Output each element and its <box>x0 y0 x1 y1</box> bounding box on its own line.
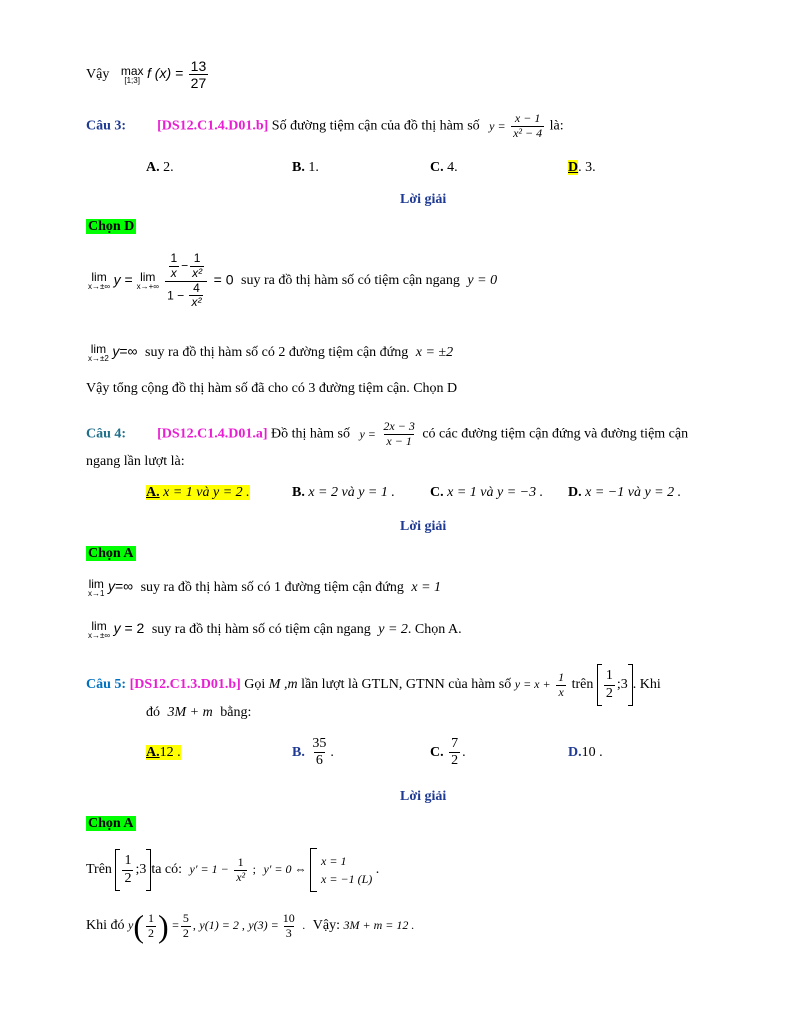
q5-solution-title: Lời giải <box>400 789 447 804</box>
q4-text-b: có các đường tiệm cận đứng và đường tiệm cận <box>422 426 689 442</box>
q4-option-c[interactable] <box>430 485 543 501</box>
q4-option-d-letter: D. <box>568 485 582 500</box>
q5-option-d[interactable] <box>568 745 603 761</box>
q3-option-d[interactable] <box>568 160 596 176</box>
q4-solution-title: Lời giải <box>400 519 447 534</box>
q4-fn-frac <box>381 420 416 449</box>
max-word: max <box>120 63 144 78</box>
q5-sol1-row2: x = −1 (L) <box>321 872 373 886</box>
q3-choice-badge <box>86 219 136 235</box>
intro-func: f (x) = <box>147 64 184 81</box>
q5-sol1-frac: $\frac{1}{\text{x²}}$ <box>236 854 246 884</box>
q3-text: Số đường tiệm cận của đồ thị hàm số <box>271 118 480 134</box>
max-interval: [1;3] <box>124 75 140 85</box>
q5-interval: $\frac{1}{2}$ ;3 <box>597 664 633 706</box>
q4-choice-text: Chọn A <box>88 546 134 561</box>
q5-sol2-b: y(1) = 2 , <box>199 918 245 933</box>
q5-sol-interval: $\frac{1}{2}$ ;3 <box>115 849 151 891</box>
q3-lim-2: lim x→+∞ <box>136 270 159 292</box>
q5-label: Câu 5: <box>86 677 127 693</box>
q5-option-c-letter: C. <box>430 744 444 760</box>
q3-label: Câu 3: <box>86 118 127 134</box>
q3-line2-eq: x = ±2 <box>415 345 454 361</box>
q5-option-c-den: 2 <box>451 753 459 769</box>
q5-sol1-a: Trên <box>86 862 112 878</box>
q3-option-c[interactable] <box>430 160 458 176</box>
q5-text-c: trên <box>571 677 594 693</box>
q3-sol-line2: lim x→±2 y=∞ suy ra đồ thị hàm số có 2 đường tiệm cận đứng x = ±2 <box>88 342 454 363</box>
q3-sol-line3: Vậy tổng cộng đồ thị hàm số đã cho có 3 đường tiệm cận. Chọn D <box>86 381 458 396</box>
q3-fn-lhs: y = <box>489 118 506 133</box>
q5-sol1-eq: y′ = 0 ⇔ <box>263 862 307 877</box>
q5-sol1-system <box>310 848 372 892</box>
q4-sol-line1: lim x→1 y=∞ suy ra đồ thị hàm số có 1 đường tiệm cận đứng x = 1 <box>88 577 442 598</box>
q4-option-a-letter: A. <box>146 485 160 500</box>
q4-option-b[interactable] <box>292 485 395 501</box>
q3-big-frac: $\frac{1}{x}$ − $\frac{1}{\text{x²}}$ 1 − $\frac{4}{\text{x²}}$ <box>164 252 208 310</box>
q4-option-d-value: x = −1 và y = 2 . <box>585 485 682 500</box>
q3-tail: là: <box>549 118 564 134</box>
q5-text-d: . Khi <box>632 677 661 693</box>
q5-option-d-letter: D. <box>568 745 582 760</box>
q5-option-c-frac <box>449 736 460 769</box>
q4-option-c-value: x = 1 và y = −3 . <box>447 485 544 500</box>
q4-option-b-value: x = 2 và y = 1 . <box>308 485 395 500</box>
q3-option-a-value: 2. <box>163 160 174 175</box>
q5-option-b[interactable]: B. $\frac{35}{6}$ . <box>292 736 334 769</box>
q5-option-b-frac <box>310 736 328 769</box>
q5-text-a: Gọi <box>244 677 266 693</box>
q3-option-d-value: . 3. <box>578 160 596 175</box>
q5-vars: M ,m <box>268 677 298 693</box>
q3-line2-text: suy ra đồ thị hàm số có 2 đường tiệm cận đứng <box>145 345 409 361</box>
q4-line2-text: suy ra đồ thị hàm số có tiệm cận ngang <box>151 622 371 638</box>
q3-solution-title: Lời giải <box>400 192 447 207</box>
q4-fn-den: x − 1 <box>386 433 412 448</box>
q4-text-a: Đồ thị hàm số <box>271 426 350 442</box>
q5-choice-text: Chọn A <box>88 816 134 831</box>
q4-option-a-value: x = 1 và y = 2 . <box>163 485 250 500</box>
intro-num: 13 <box>190 58 207 74</box>
q3-option-b-letter: B. <box>292 160 305 175</box>
q5-option-a-letter: A. <box>146 745 160 760</box>
q5-sol2-a: Khi đó <box>86 918 125 934</box>
q3-option-a[interactable] <box>146 160 174 176</box>
q4-line1-eq: x = 1 <box>411 580 442 596</box>
intro-text: Vậy <box>86 66 110 82</box>
q3-lim-3: lim x→±2 <box>88 342 109 363</box>
q4-line1-text: suy ra đồ thị hàm số có 1 đường tiệm cận đứng <box>140 580 404 596</box>
q3-option-c-letter: C. <box>430 160 444 175</box>
intro-line <box>86 58 210 91</box>
q4-label: Câu 4: <box>86 426 127 442</box>
q5-choice-badge <box>86 816 136 832</box>
q5-sol2-d: 3M + m = 12 . <box>343 918 415 933</box>
q4-option-d[interactable] <box>568 485 681 501</box>
q3-line1-text: suy ra đồ thị hàm số có tiệm cận ngang <box>241 273 460 289</box>
q5-option-a[interactable] <box>146 745 181 761</box>
q3-option-a-letter: A. <box>146 160 160 175</box>
q4-option-c-letter: C. <box>430 485 444 500</box>
q4-choice-badge <box>86 546 136 562</box>
q5-option-c[interactable]: C. $\frac{7}{2}$ . <box>430 736 466 769</box>
q4-option-a[interactable] <box>146 485 250 501</box>
q5-code: [DS12.C1.3.D01.b] <box>129 677 241 693</box>
q5-text-e: đó <box>146 705 160 720</box>
q5-option-b-letter: B. <box>292 744 305 760</box>
q5-sol1-deriv: y′ = 1 − <box>189 862 229 877</box>
q3-sol-line1: lim x→±∞ y = lim x→+∞ $\frac{1}{x}$ − $\frac{1}{\text{x²}}$ 1 − $\frac{4}{\text{x²}}$ = 0 suy ra đồ thị hàm số có tiệm cận ngang y = 0 <box>88 251 498 310</box>
q3-option-b-value: 1. <box>308 160 319 175</box>
q5-option-b-num: 35 <box>312 736 327 751</box>
q4-code: [DS12.C1.4.D01.a] <box>157 426 268 442</box>
q4-line: Câu 4: [DS12.C1.4.D01.a] Đồ thị hàm số y = $\frac{2x - 3}{x - 1}$ có các đường tiệm cận đứng và đường tiệm cận <box>86 419 689 448</box>
intro-fraction <box>189 58 209 91</box>
q3-line <box>86 112 564 141</box>
max-operator <box>121 65 144 85</box>
q4-option-b-letter: B. <box>292 485 305 500</box>
q4-text-c: ngang lần lượt là: <box>86 454 185 469</box>
q5-sol2-c: Vậy: <box>312 918 340 934</box>
q3-lim-1: lim x→±∞ <box>88 270 111 292</box>
intro-den: 27 <box>190 75 207 92</box>
q5-sol-line1: Trên $\frac{1}{2}$ ;3 ta có: y′ = 1 − $\frac{1}{\text{x²}}$ ; y′ = 0 ⇔ x = 1 x = −1 (L) . <box>86 848 379 892</box>
q5-option-c-num: 7 <box>451 736 459 751</box>
q5-sol1-b: ta có: <box>151 862 183 878</box>
q3-fn-num: x − 1 <box>514 111 541 125</box>
q5-text-b: lần lượt là GTLN, GTNN của hàm số <box>301 677 512 693</box>
q3-fn-den: x² − 4 <box>513 125 543 140</box>
q5-text-f: bằng: <box>220 705 252 720</box>
q5-option-d-value: 10 . <box>581 745 603 760</box>
q4-sol-line2: lim x→±∞ y = 2 suy ra đồ thị hàm số có tiệm cận ngang y = 2. Chọn A. <box>88 619 462 640</box>
q4-line2-tail: . Chọn A. <box>407 622 462 638</box>
q5-option-a-value: 12 . <box>159 745 181 760</box>
q5-expr: 3M + m <box>167 705 213 720</box>
q4-line2-eq: y = 2 <box>378 622 408 638</box>
q3-fn-frac <box>511 112 544 141</box>
q3-choice-text: Chọn D <box>88 219 135 234</box>
q5-option-b-den: 6 <box>315 753 323 769</box>
q5-fn: y = x + <box>514 677 551 692</box>
q5-sol1-row1: x = 1 <box>321 854 347 868</box>
q5-sol-line2: Khi đó y ( $\frac{1}{2}$ ) = $\frac{5}{2}$ , y(1) = 2 , y(3) = $\frac{10}{3}$ . Vậy: 3M + m = 12 . <box>86 908 415 944</box>
q3-option-c-value: 4. <box>447 160 458 175</box>
q4-fn-num: 2x − 3 <box>383 419 415 433</box>
q3-option-d-letter: D <box>568 160 579 175</box>
q5-fn-frac: $\frac{1}{x}$ <box>558 669 565 699</box>
q3-option-b[interactable] <box>292 160 319 176</box>
q3-line1-eq: y = 0 <box>467 273 498 289</box>
q3-code: [DS12.C1.4.D01.b] <box>157 118 269 134</box>
q5-line <box>86 664 661 706</box>
q5-line2 <box>146 705 251 721</box>
